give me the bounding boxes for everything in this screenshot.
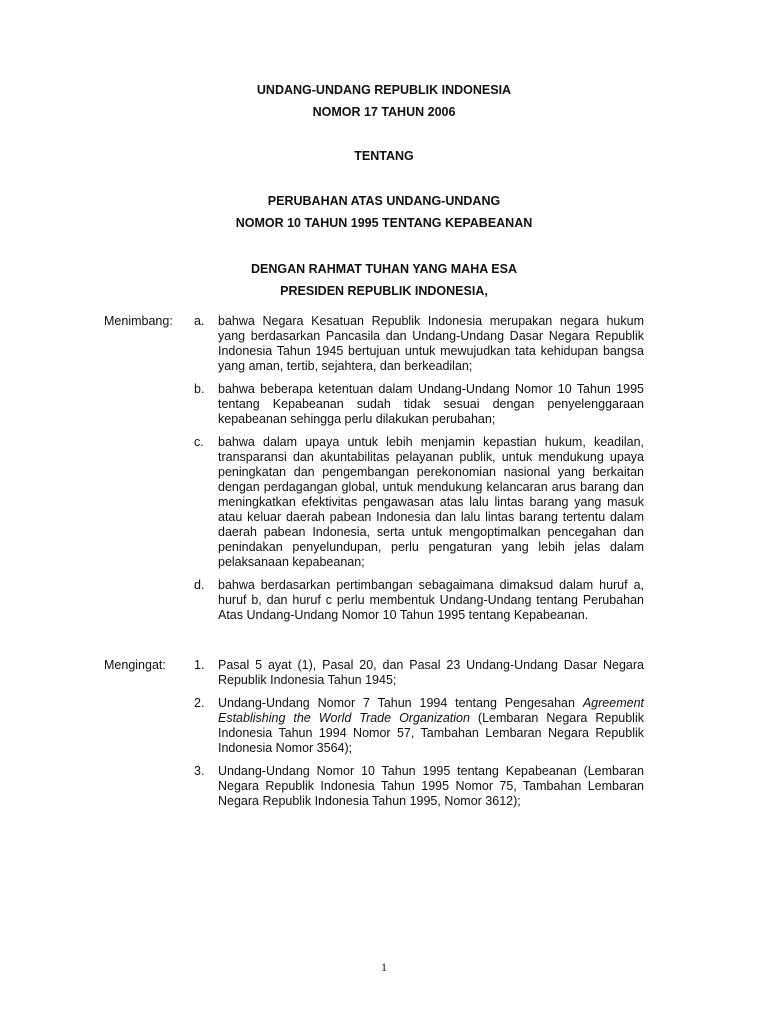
item-marker: 1. [194, 658, 205, 672]
item-text: Undang-Undang Nomor 10 Tahun 1995 tentang Kepabeanan (Lembaran Negara Republik Indonesia Tahun 1995 Nomor 75, Tambahan Lembaran Negara Republik Indonesia Tahun 1995, Nomor 3612); [218, 764, 644, 808]
tentang-block [0, 148, 768, 164]
item-text-italic: Agreement Establishing the World Trade Organization [218, 696, 644, 725]
item-text: bahwa Negara Kesatuan Republik Indonesia merupakan negara hukum yang berdasarkan Pancasila dan Undang-Undang Dasar Negara Republik Indonesia Tahun 1945 bertujuan untuk mewujudkan tata kehidupan bangsa yang aman, tertib, sejahtera, dan berkeadilan; [218, 314, 644, 373]
item-text [218, 696, 644, 756]
law-title-block [0, 82, 768, 120]
law-number: NOMOR 17 TAHUN 2006 [312, 105, 456, 119]
menimbang-list [194, 314, 644, 631]
preamble-line-2: PRESIDEN REPUBLIK INDONESIA, [280, 284, 488, 298]
preamble-line-1: DENGAN RAHMAT TUHAN YANG MAHA ESA [251, 262, 517, 276]
list-item [194, 578, 644, 623]
page-number: 1 [381, 960, 387, 974]
item-text-start: Undang-Undang Nomor 7 Tahun 1994 tentang Pengesahan [218, 696, 583, 710]
item-marker: c. [194, 435, 204, 449]
item-marker: 3. [194, 764, 205, 778]
list-item [194, 314, 644, 374]
subject-line-1: PERUBAHAN ATAS UNDANG-UNDANG [267, 194, 501, 208]
list-item [194, 435, 644, 570]
list-item [194, 658, 644, 688]
list-item [194, 764, 644, 809]
item-marker: a. [194, 314, 205, 328]
list-item [194, 382, 644, 427]
tentang-heading: TENTANG [354, 149, 414, 163]
item-text: Pasal 5 ayat (1), Pasal 20, dan Pasal 23 Undang-Undang Dasar Negara Republik Indonesia Tahun 1945; [218, 658, 644, 687]
item-text: bahwa berdasarkan pertimbangan sebagaimana dimaksud dalam huruf a, huruf b, dan huruf c perlu membentuk Undang-Undang tentang Perubahan Atas Undang-Undang Nomor 10 Tahun 1995 tentang Kepabeanan. [218, 578, 644, 622]
mengingat-label: Mengingat: [104, 658, 166, 672]
law-title: UNDANG-UNDANG REPUBLIK INDONESIA [256, 83, 512, 97]
menimbang-label: Menimbang: [104, 314, 173, 328]
mengingat-list [194, 658, 644, 817]
item-text-end: (Lembaran Negara Republik Indonesia Tahun 1994 Nomor 57, Tambahan Lembaran Negara Republik Indonesia Nomor 3564); [218, 711, 644, 755]
preamble-block [0, 261, 768, 299]
list-item [194, 696, 644, 756]
item-text: bahwa dalam upaya untuk lebih menjamin kepastian hukum, keadilan, transparansi dan akuntabilitas pelayanan publik, untuk mendukung upaya peningkatan dan pengembangan perekonomian nasional yang berkaitan dengan perdagangan global, untuk mendukung kelancaran arus barang dan meningkatkan efektivitas pengawasan atas lalu lintas barang yang masuk atau keluar daerah pabean Indonesia dan lalu lintas barang tertentu dalam daerah pabean Indonesia, serta untuk mengoptimalkan pencegahan dan penindakan penyelundupan, perlu pengaturan yang lebih jelas dalam pelaksanaan kepabeanan; [218, 435, 644, 569]
item-marker: 2. [194, 696, 205, 710]
item-text: bahwa beberapa ketentuan dalam Undang-Undang Nomor 10 Tahun 1995 tentang Kepabeanan sudah tidak sesuai dengan penyelenggaraan kepabeanan sehingga perlu dilakukan perubahan; [218, 382, 644, 426]
item-marker: b. [194, 382, 205, 396]
subject-line-2: NOMOR 10 TAHUN 1995 TENTANG KEPABEANAN [235, 216, 533, 230]
item-marker: d. [194, 578, 205, 592]
subject-block [0, 193, 768, 231]
